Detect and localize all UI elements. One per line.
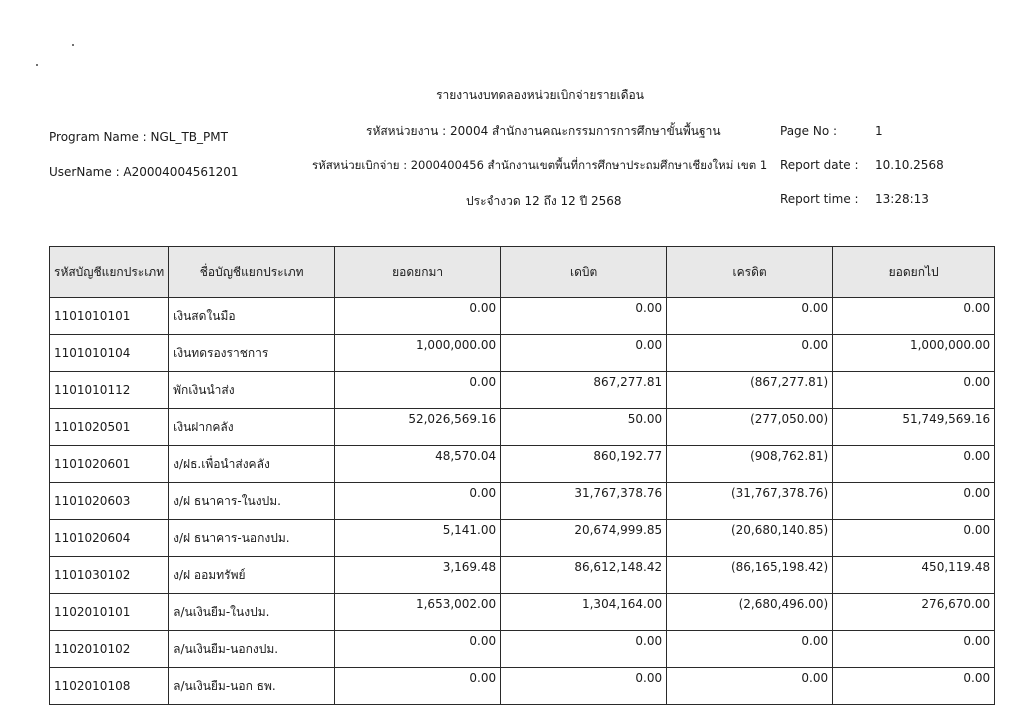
cell-account-code: 1101020501 — [50, 409, 169, 446]
cell-credit: 0.00 — [667, 298, 833, 335]
cell-brought-forward: 1,653,002.00 — [335, 594, 501, 631]
cell-account-code: 1101030102 — [50, 557, 169, 594]
report-title: รายงานงบทดลองหน่วยเบิกจ่ายรายเดือน — [436, 88, 644, 102]
cell-debit: 0.00 — [501, 335, 667, 372]
cell-account-name: ง/ฝ ธนาคาร-นอกงปม. — [169, 520, 335, 557]
table-row — [50, 594, 995, 631]
cell-credit: (908,762.81) — [667, 446, 833, 483]
cell-account-name: ล/นเงินยืม-นอกงปม. — [169, 631, 335, 668]
trial-balance-table — [49, 246, 995, 705]
page-no-value: 1 — [875, 124, 883, 138]
cell-account-name: ง/ฝ ออมทรัพย์ — [169, 557, 335, 594]
cell-carried-forward: 0.00 — [833, 446, 995, 483]
report-date-label: Report date : — [780, 158, 859, 172]
column-header-credit: เครดิต — [667, 247, 833, 298]
cell-credit: (277,050.00) — [667, 409, 833, 446]
cell-brought-forward: 0.00 — [335, 631, 501, 668]
cell-account-code: 1102010108 — [50, 668, 169, 705]
column-header-debit: เดบิต — [501, 247, 667, 298]
report-time-label: Report time : — [780, 192, 859, 206]
cell-carried-forward: 0.00 — [833, 520, 995, 557]
table-row — [50, 483, 995, 520]
cell-account-code: 1102010102 — [50, 631, 169, 668]
cell-debit: 867,277.81 — [501, 372, 667, 409]
cell-brought-forward: 0.00 — [335, 372, 501, 409]
cell-brought-forward: 0.00 — [335, 483, 501, 520]
table-row — [50, 631, 995, 668]
cell-account-name: ง/ฝ ธนาคาร-ในงปม. — [169, 483, 335, 520]
cell-debit: 50.00 — [501, 409, 667, 446]
cell-account-name: พักเงินนำส่ง — [169, 372, 335, 409]
column-header-account-name: ชื่อบัญชีแยกประเภท — [169, 247, 335, 298]
cell-account-code: 1101010104 — [50, 335, 169, 372]
table-row — [50, 409, 995, 446]
cell-credit: (867,277.81) — [667, 372, 833, 409]
cell-account-code: 1101010112 — [50, 372, 169, 409]
report-time-value: 13:28:13 — [875, 192, 929, 206]
report-date-value: 10.10.2568 — [875, 158, 944, 172]
cell-brought-forward: 3,169.48 — [335, 557, 501, 594]
cell-credit: (20,680,140.85) — [667, 520, 833, 557]
cell-credit: 0.00 — [667, 668, 833, 705]
cell-brought-forward: 5,141.00 — [335, 520, 501, 557]
cell-debit: 860,192.77 — [501, 446, 667, 483]
table-header-row — [50, 247, 995, 298]
cell-debit: 86,612,148.42 — [501, 557, 667, 594]
cell-carried-forward: 276,670.00 — [833, 594, 995, 631]
scan-speck — [72, 44, 74, 46]
period-line: ประจำงวด 12 ถึง 12 ปี 2568 — [466, 194, 622, 208]
page-no-label: Page No : — [780, 124, 838, 138]
cell-carried-forward: 0.00 — [833, 298, 995, 335]
cell-brought-forward: 1,000,000.00 — [335, 335, 501, 372]
table-row — [50, 372, 995, 409]
table-row — [50, 335, 995, 372]
cell-debit: 20,674,999.85 — [501, 520, 667, 557]
cell-credit: (2,680,496.00) — [667, 594, 833, 631]
cell-brought-forward: 48,570.04 — [335, 446, 501, 483]
column-header-brought-forward: ยอดยกมา — [335, 247, 501, 298]
cell-account-code: 1101020603 — [50, 483, 169, 520]
cell-carried-forward: 450,119.48 — [833, 557, 995, 594]
cell-account-code: 1101010101 — [50, 298, 169, 335]
cell-debit: 0.00 — [501, 298, 667, 335]
column-header-account-code: รหัสบัญชีแยกประเภท — [50, 247, 169, 298]
cell-credit: (86,165,198.42) — [667, 557, 833, 594]
cell-credit: 0.00 — [667, 631, 833, 668]
cell-account-name: เงินฝากคลัง — [169, 409, 335, 446]
cell-debit: 1,304,164.00 — [501, 594, 667, 631]
cell-brought-forward: 0.00 — [335, 298, 501, 335]
table-body — [50, 298, 995, 705]
table-row — [50, 446, 995, 483]
table-row — [50, 557, 995, 594]
table-row — [50, 298, 995, 335]
cell-credit: 0.00 — [667, 335, 833, 372]
disbursement-unit-line: รหัสหน่วยเบิกจ่าย : 2000400456 สำนักงานเขตพื้นที่การศึกษาประถมศึกษาเชียงใหม่ เขต 1 — [312, 158, 768, 172]
table-row — [50, 668, 995, 705]
cell-account-code: 1102010101 — [50, 594, 169, 631]
cell-carried-forward: 51,749,569.16 — [833, 409, 995, 446]
cell-account-code: 1101020604 — [50, 520, 169, 557]
unit-code-line: รหัสหน่วยงาน : 20004 สำนักงานคณะกรรมการการศึกษาขั้นพื้นฐาน — [366, 124, 721, 138]
cell-brought-forward: 52,026,569.16 — [335, 409, 501, 446]
cell-credit: (31,767,378.76) — [667, 483, 833, 520]
cell-account-name: ล/นเงินยืม-ในงปม. — [169, 594, 335, 631]
user-name: UserName : A20004004561201 — [49, 165, 239, 179]
cell-account-name: เงินสดในมือ — [169, 298, 335, 335]
cell-carried-forward: 0.00 — [833, 483, 995, 520]
table-row — [50, 520, 995, 557]
cell-account-name: ง/ฝธ.เพื่อนำส่งคลัง — [169, 446, 335, 483]
cell-carried-forward: 0.00 — [833, 372, 995, 409]
column-header-carried-forward: ยอดยกไป — [833, 247, 995, 298]
cell-brought-forward: 0.00 — [335, 668, 501, 705]
cell-account-name: เงินทดรองราชการ — [169, 335, 335, 372]
cell-carried-forward: 0.00 — [833, 668, 995, 705]
cell-debit: 31,767,378.76 — [501, 483, 667, 520]
cell-account-code: 1101020601 — [50, 446, 169, 483]
program-name: Program Name : NGL_TB_PMT — [49, 130, 228, 144]
cell-carried-forward: 0.00 — [833, 631, 995, 668]
cell-carried-forward: 1,000,000.00 — [833, 335, 995, 372]
cell-debit: 0.00 — [501, 631, 667, 668]
cell-account-name: ล/นเงินยืม-นอก ธพ. — [169, 668, 335, 705]
scan-speck — [36, 64, 38, 66]
cell-debit: 0.00 — [501, 668, 667, 705]
